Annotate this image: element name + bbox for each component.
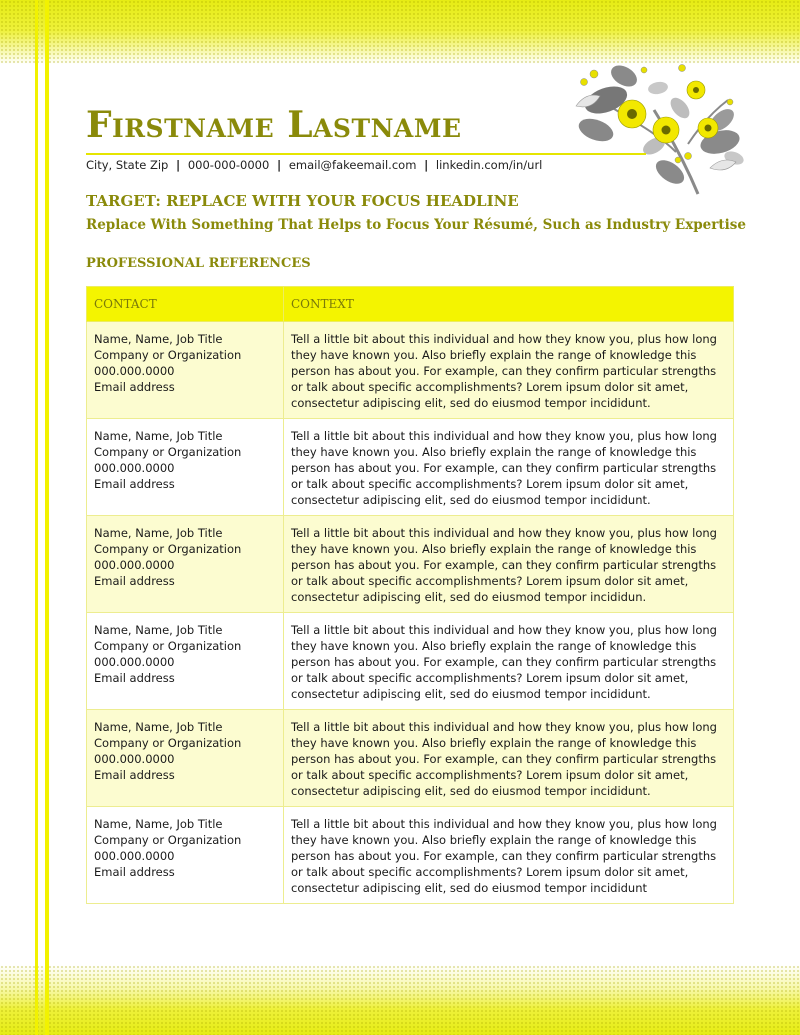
table-row: [87, 807, 734, 904]
table-row: [87, 322, 734, 419]
contact-separator: |: [175, 158, 181, 172]
reference-name: Name, Name, Job Title: [94, 332, 223, 346]
reference-company: Company or Organization: [94, 736, 242, 750]
vertical-accent-line: [35, 0, 38, 1035]
reference-phone: 000.000.0000: [94, 364, 175, 378]
bottom-decorative-band: [0, 965, 800, 1035]
contact-separator: |: [424, 158, 429, 172]
contact-linkedin[interactable]: linkedin.com/in/url: [435, 158, 543, 172]
reference-name: Name, Name, Job Title: [94, 817, 223, 831]
floral-bouquet-icon: [570, 60, 748, 200]
header-rule: [86, 153, 646, 155]
table-row: [87, 613, 734, 710]
reference-company: Company or Organization: [94, 348, 242, 362]
reference-name: Name, Name, Job Title: [94, 429, 223, 443]
contact-cell: [87, 419, 284, 516]
vertical-accent-line: [45, 0, 49, 1035]
reference-email: Email address: [94, 574, 175, 588]
references-table: [86, 286, 734, 904]
contact-phone: 000-000-0000: [187, 158, 270, 172]
context-cell: Tell a little bit about this individual and how they know you, plus how long they have known you. Also briefly explain the range of knowledge this person has about you. For example, can they confirm particular strengths or talk about specific accomplishments? Lorem ipsum dolor sit amet, consectetur adipiscing elit, sed do eiusmod tempor incididunt.: [284, 613, 734, 710]
contact-cell: [87, 613, 284, 710]
reference-name: Name, Name, Job Title: [94, 720, 223, 734]
reference-company: Company or Organization: [94, 639, 242, 653]
reference-name: Name, Name, Job Title: [94, 526, 223, 540]
target-headline: TARGET: REPLACE WITH YOUR FOCUS HEADLINE: [86, 192, 519, 210]
context-cell: Tell a little bit about this individual and how they know you, plus how long they have known you. Also briefly explain the range of knowledge this person has about you. For example, can they confirm particular strengths or talk about specific accomplishments? Lorem ipsum dolor sit amet, consectetur adipiscing elit, sed do eiusmod tempor incididunt.: [284, 710, 734, 807]
contact-email[interactable]: email@fakeemail.com: [288, 158, 417, 172]
reference-name: Name, Name, Job Title: [94, 623, 223, 637]
section-title: PROFESSIONAL REFERENCES: [86, 256, 311, 271]
context-cell: Tell a little bit about this individual and how they know you, plus how long they have known you. Also briefly explain the range of knowledge this person has about you. For example, can they confirm particular strengths or talk about specific accomplishments? Lorem ipsum dolor sit amet, consectetur adipiscing elit, sed do eiusmod tempor incididunt.: [284, 322, 734, 419]
reference-email: Email address: [94, 671, 175, 685]
contact-cell: [87, 516, 284, 613]
contact-location: City, State Zip: [86, 158, 169, 172]
reference-email: Email address: [94, 477, 175, 491]
table-row: [87, 710, 734, 807]
context-cell: Tell a little bit about this individual and how they know you, plus how long they have known you. Also briefly explain the range of knowledge this person has about you. For example, can they confirm particular strengths or talk about specific accomplishments? Lorem ipsum dolor sit amet, consectetur adipiscing elit, sed do eiusmod tempor incididunt: [284, 807, 734, 904]
contact-cell: [87, 807, 284, 904]
contact-cell: [87, 322, 284, 419]
column-header-context: CONTEXT: [284, 287, 734, 322]
reference-phone: 000.000.0000: [94, 655, 175, 669]
reference-email: Email address: [94, 380, 175, 394]
table-header-row: [87, 287, 734, 322]
reference-phone: 000.000.0000: [94, 461, 175, 475]
table-row: [87, 516, 734, 613]
reference-email: Email address: [94, 865, 175, 879]
reference-company: Company or Organization: [94, 833, 242, 847]
candidate-name: Firstname Lastname: [86, 104, 462, 146]
reference-company: Company or Organization: [94, 445, 242, 459]
table-row: [87, 419, 734, 516]
target-subheadline: Replace With Something That Helps to Focus Your Résumé, Such as Industry Expertise: [86, 217, 746, 233]
contact-separator: |: [276, 158, 282, 172]
context-cell: Tell a little bit about this individual and how they know you, plus how long they have known you. Also briefly explain the range of knowledge this person has about you. For example, can they confirm particular strengths or talk about specific accomplishments? Lorem ipsum dolor sit amet, consectetur adipiscing elit, sed do eiusmod tempor incididun.: [284, 516, 734, 613]
context-cell: Tell a little bit about this individual and how they know you, plus how long they have known you. Also briefly explain the range of knowledge this person has about you. For example, can they confirm particular strengths or talk about specific accomplishments? Lorem ipsum dolor sit amet, consectetur adipiscing elit, sed do eiusmod tempor incididunt.: [284, 419, 734, 516]
reference-email: Email address: [94, 768, 175, 782]
reference-phone: 000.000.0000: [94, 752, 175, 766]
reference-phone: 000.000.0000: [94, 558, 175, 572]
reference-phone: 000.000.0000: [94, 849, 175, 863]
contact-line: [86, 158, 542, 172]
column-header-contact: CONTACT: [87, 287, 284, 322]
top-decorative-band: [0, 0, 800, 64]
reference-company: Company or Organization: [94, 542, 242, 556]
contact-cell: [87, 710, 284, 807]
